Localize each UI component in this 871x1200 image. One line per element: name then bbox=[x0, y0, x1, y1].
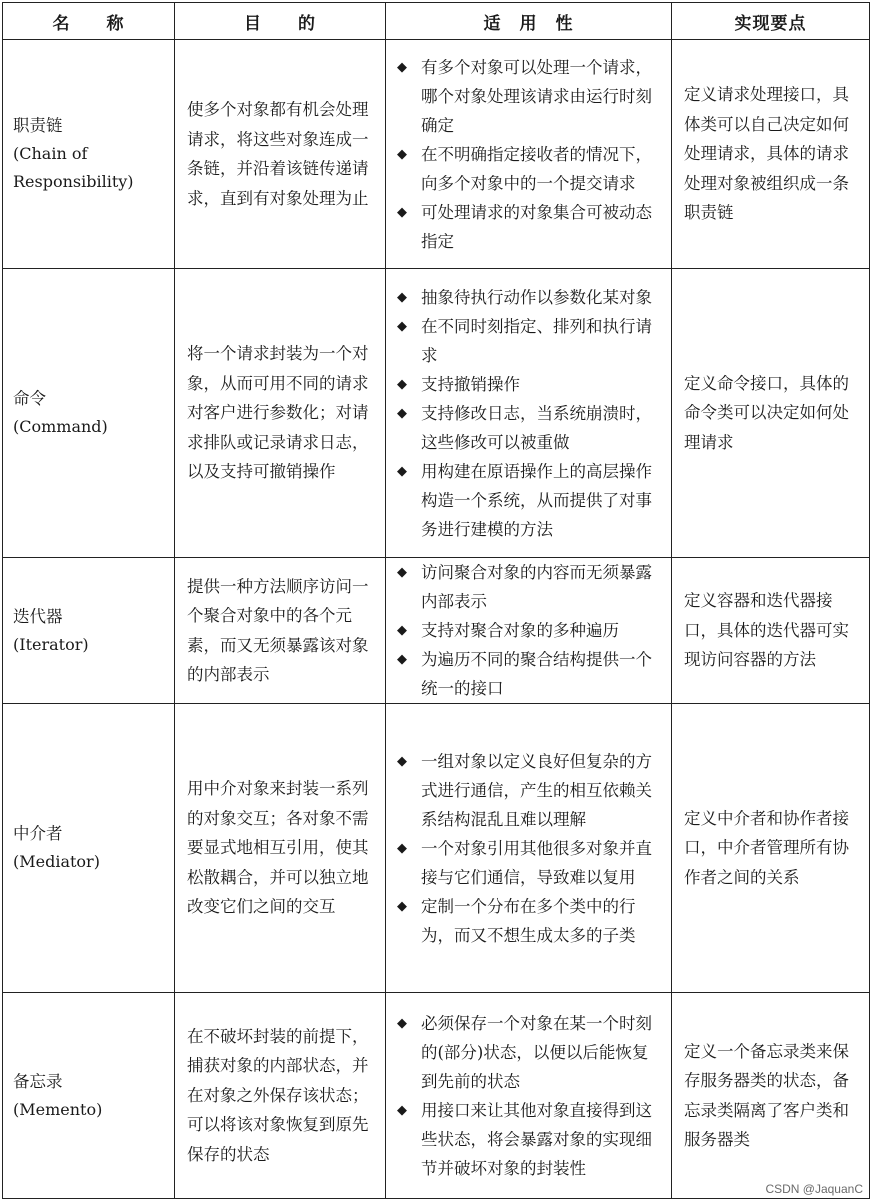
applicability-text: 抽象待执行动作以参数化某对象 bbox=[421, 287, 652, 307]
diamond-bullet-icon: ◆ bbox=[397, 623, 407, 638]
applicability-text: 为遍历不同的聚合结构提供一个统一的接口 bbox=[421, 650, 652, 698]
diamond-bullet-icon: ◆ bbox=[397, 204, 407, 220]
applicability-text: 在不明确指定接收者的情况下，向多个对象中的一个提交请求 bbox=[421, 144, 652, 193]
pattern-implementation-cell: 定义命令接口，具体的命令类可以决定如何处理请求 bbox=[672, 269, 870, 558]
list-item bbox=[396, 1009, 663, 1096]
diamond-bullet-icon: ◆ bbox=[397, 753, 407, 769]
table-row bbox=[3, 40, 870, 269]
pattern-applicability-cell bbox=[386, 704, 672, 993]
diamond-bullet-icon: ◆ bbox=[397, 146, 407, 162]
list-item bbox=[396, 140, 663, 198]
list-item bbox=[396, 283, 663, 312]
applicability-text: 支持撤销操作 bbox=[421, 374, 520, 394]
pattern-applicability-cell bbox=[386, 558, 672, 704]
pattern-name-cn: 命令 bbox=[13, 389, 46, 408]
list-item bbox=[396, 399, 663, 457]
pattern-name-cell bbox=[3, 269, 175, 558]
pattern-name-cell bbox=[3, 40, 175, 269]
pattern-implementation-cell: 定义一个备忘录类来保存服务器类的状态，备忘录类隔离了客户类和服务器类 bbox=[672, 993, 870, 1199]
pattern-applicability-cell bbox=[386, 993, 672, 1199]
diamond-bullet-icon: ◆ bbox=[397, 376, 407, 392]
pattern-name-en: (Mediator) bbox=[13, 852, 100, 871]
applicability-text: 访问聚合对象的内容而无须暴露内部表示 bbox=[421, 563, 652, 611]
list-item bbox=[396, 616, 663, 645]
pattern-name-en: (Memento) bbox=[13, 1099, 103, 1119]
list-item bbox=[396, 457, 663, 544]
header-implementation: 实现要点 bbox=[672, 3, 870, 40]
applicability-text: 有多个对象可以处理一个请求，哪个对象处理该请求由运行时刻确定 bbox=[421, 57, 652, 135]
applicability-text: 支持对聚合对象的多种遍历 bbox=[421, 621, 619, 640]
pattern-goal-cell: 使多个对象都有机会处理请求，将这些对象连成一条链，并沿着该链传递请求，直到有对象处理为止 bbox=[175, 40, 386, 269]
pattern-name-cn: 职责链 bbox=[13, 116, 63, 135]
list-item bbox=[396, 53, 663, 140]
list-item bbox=[396, 370, 663, 399]
applicability-text: 可处理请求的对象集合可被动态指定 bbox=[421, 202, 652, 251]
pattern-goal-cell: 将一个请求封装为一个对象，从而可用不同的请求对客户进行参数化；对请求排队或记录请求日志，以及支持可撤销操作 bbox=[175, 269, 386, 558]
applicability-text: 在不同时刻指定、排列和执行请求 bbox=[421, 316, 652, 365]
list-item bbox=[396, 558, 663, 616]
header-applicability: 适 用 性 bbox=[386, 3, 672, 40]
diamond-bullet-icon: ◆ bbox=[397, 898, 407, 914]
design-pattern-table bbox=[2, 2, 870, 1199]
diamond-bullet-icon: ◆ bbox=[397, 840, 407, 856]
diamond-bullet-icon: ◆ bbox=[397, 463, 407, 479]
diamond-bullet-icon: ◆ bbox=[397, 652, 407, 667]
applicability-list bbox=[396, 1009, 663, 1183]
diamond-bullet-icon: ◆ bbox=[397, 289, 407, 305]
pattern-goal-cell: 用中介对象来封装一系列的对象交互；各对象不需要显式地相互引用，使其松散耦合，并可以独立地改变它们之间的交互 bbox=[175, 704, 386, 993]
pattern-name-en-cont: Responsibility) bbox=[13, 172, 134, 191]
pattern-name-cn: 备忘录 bbox=[13, 1071, 63, 1091]
applicability-text: 定制一个分布在多个类中的行为，而又不想生成太多的子类 bbox=[421, 896, 636, 945]
list-item bbox=[396, 747, 663, 834]
pattern-name-cell bbox=[3, 558, 175, 704]
applicability-text: 支持修改日志，当系统崩溃时，这些修改可以被重做 bbox=[421, 403, 652, 452]
list-item bbox=[396, 312, 663, 370]
list-item bbox=[396, 834, 663, 892]
table-row bbox=[3, 558, 870, 704]
pattern-name-cn: 中介者 bbox=[13, 824, 63, 843]
applicability-text: 一个对象引用其他很多对象并直接与它们通信，导致难以复用 bbox=[421, 838, 652, 887]
diamond-bullet-icon: ◆ bbox=[397, 1102, 407, 1118]
pattern-name-cn: 迭代器 bbox=[13, 606, 63, 626]
pattern-applicability-cell bbox=[386, 40, 672, 269]
applicability-list bbox=[396, 283, 663, 544]
table-row bbox=[3, 704, 870, 993]
pattern-applicability-cell bbox=[386, 269, 672, 558]
pattern-name-en: (Iterator) bbox=[13, 634, 89, 654]
applicability-text: 必须保存一个对象在某一个时刻的(部分)状态，以便以后能恢复到先前的状态 bbox=[421, 1013, 652, 1091]
pattern-name-en: (Command) bbox=[13, 417, 108, 436]
table-row bbox=[3, 269, 870, 558]
applicability-list bbox=[396, 747, 663, 950]
applicability-list bbox=[396, 53, 663, 256]
pattern-goal-cell: 提供一种方法顺序访问一个聚合对象中的各个元素，而又无须暴露该对象的内部表示 bbox=[175, 558, 386, 704]
diamond-bullet-icon: ◆ bbox=[397, 1015, 407, 1031]
header-row bbox=[3, 3, 870, 40]
diamond-bullet-icon: ◆ bbox=[397, 318, 407, 334]
applicability-text: 一组对象以定义良好但复杂的方式进行通信，产生的相互依赖关系结构混乱且难以理解 bbox=[421, 751, 652, 829]
pattern-name-cell bbox=[3, 993, 175, 1199]
pattern-implementation-cell: 定义中介者和协作者接口，中介者管理所有协作者之间的关系 bbox=[672, 704, 870, 993]
table-row bbox=[3, 993, 870, 1199]
applicability-text: 用构建在原语操作上的高层操作构造一个系统，从而提供了对事务进行建模的方法 bbox=[421, 461, 652, 539]
pattern-goal-cell: 在不破坏封装的前提下，捕获对象的内部状态，并在对象之外保存该状态；可以将该对象恢复到原先保存的状态 bbox=[175, 993, 386, 1199]
diamond-bullet-icon: ◆ bbox=[397, 59, 407, 75]
pattern-name-en: (Chain of bbox=[13, 144, 88, 163]
applicability-text: 用接口来让其他对象直接得到这些状态，将会暴露对象的实现细节并破坏对象的封装性 bbox=[421, 1100, 652, 1178]
list-item bbox=[396, 1096, 663, 1183]
diamond-bullet-icon: ◆ bbox=[397, 565, 407, 580]
pattern-implementation-cell: 定义容器和迭代器接口，具体的迭代器可实现访问容器的方法 bbox=[672, 558, 870, 704]
watermark: CSDN @JaquanC bbox=[765, 1182, 863, 1196]
list-item bbox=[396, 645, 663, 703]
header-name: 名 称 bbox=[3, 3, 175, 40]
diamond-bullet-icon: ◆ bbox=[397, 405, 407, 421]
applicability-list bbox=[396, 558, 663, 703]
list-item bbox=[396, 892, 663, 950]
header-goal: 目 的 bbox=[175, 3, 386, 40]
list-item bbox=[396, 198, 663, 256]
pattern-implementation-cell: 定义请求处理接口，具体类可以自己决定如何处理请求，具体的请求处理对象被组织成一条职责链 bbox=[672, 40, 870, 269]
pattern-name-cell bbox=[3, 704, 175, 993]
